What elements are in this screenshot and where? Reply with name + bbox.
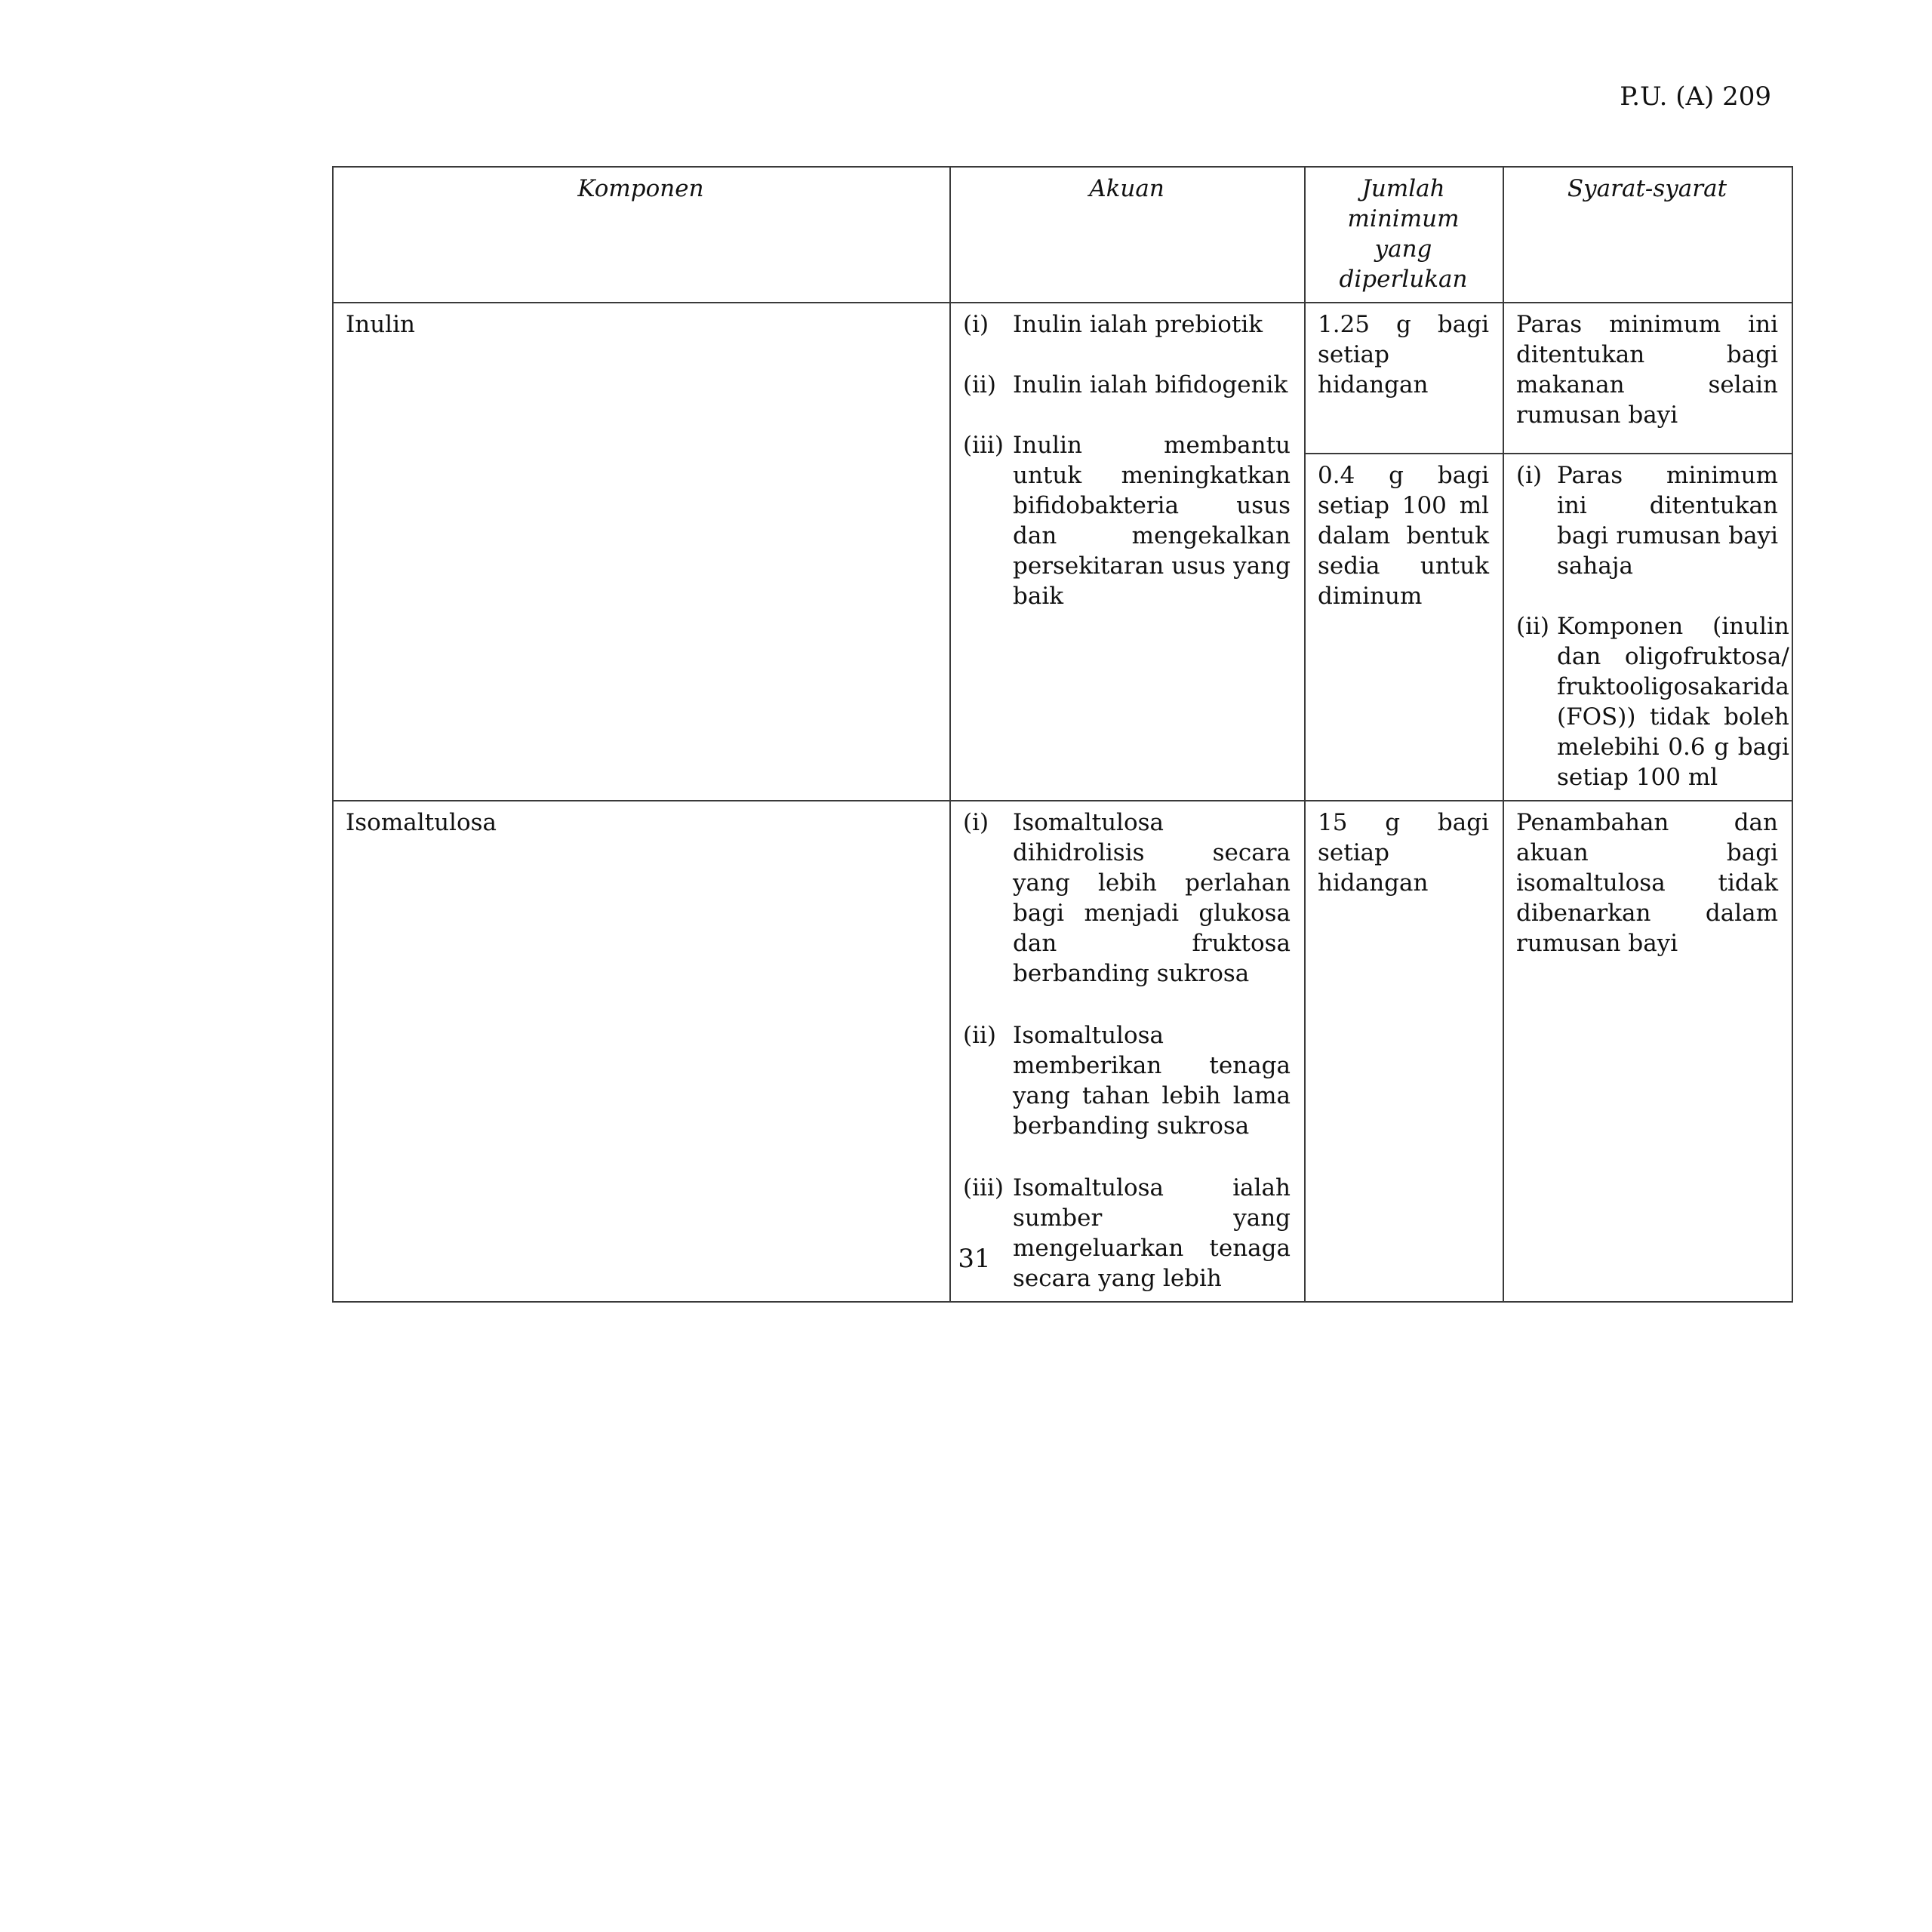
item-number: (ii) [963,1022,997,1049]
item-number: (iii) [963,1174,1004,1201]
komponen-label: Inulin [346,311,415,338]
requirements-table [332,166,1793,1303]
cell-komponen-isomaltulosa [333,801,950,1302]
column-header-syarat: Syarat-syarat [1503,167,1792,303]
item-text: Isomaltulosa ialah sumber yang mengeluarkan tenaga secara yang lebih [1013,1174,1291,1292]
column-header-akuan: Akuan [950,167,1305,303]
column-header-jumlah: Jumlah minimum yang diperlukan [1305,167,1503,303]
column-header-komponen: Komponen [333,167,950,303]
komponen-label: Isomaltulosa [346,809,497,836]
list-item [963,808,1291,989]
item-number: (i) [963,809,989,836]
item-text: Paras minimum ini ditentukan bagi rumusan bayi sahaja [1557,462,1778,580]
page-number: 31 [958,1244,991,1274]
syarat-text: Paras minimum ini ditentukan bagi makanan selain rumusan bayi [1516,311,1778,429]
document-reference: P.U. (A) 209 [1620,82,1771,112]
item-text: Komponen (inulin dan oligofruktosa/ fruktooligosakarida (FOS)) tidak boleh melebihi 0.6 g bagi setiap 100 ml [1557,613,1789,791]
list-item [963,430,1291,611]
list-item [963,1020,1291,1141]
cell-jumlah-isomaltulosa [1305,801,1503,1302]
cell-syarat-inulin-serving [1503,303,1792,454]
jumlah-text: 0.4 g bagi setiap 100 ml dalam bentuk sedia untuk diminum [1318,462,1489,610]
list-item [1516,460,1778,581]
item-text: Isomaltulosa dihidrolisis secara yang lebih perlahan bagi menjadi glukosa dan fruktosa berbanding sukrosa [1013,809,1291,987]
cell-syarat-isomaltulosa [1503,801,1792,1302]
item-number: (ii) [963,371,997,398]
syarat-text: Penambahan dan akuan bagi isomaltulosa tidak dibenarkan dalam rumusan bayi [1516,809,1778,957]
cell-jumlah-inulin-formula [1305,454,1503,801]
item-text: Inulin membantu untuk meningkatkan bifidobakteria usus dan mengekalkan persekitaran usus yang baik [1013,432,1291,610]
list-item [963,370,1291,400]
item-number: (ii) [1516,613,1550,640]
item-text: Inulin ialah prebiotik [1013,311,1263,338]
item-text: Isomaltulosa memberikan tenaga yang tahan lebih lama berbanding sukrosa [1013,1022,1291,1140]
jumlah-text: 1.25 g bagi setiap hidangan [1318,311,1489,398]
item-number: (i) [1516,462,1543,489]
table-row [333,303,1792,454]
item-number: (iii) [963,432,1004,459]
item-number: (i) [963,311,989,338]
item-text: Inulin ialah bifidogenik [1013,371,1288,398]
cell-syarat-inulin-formula [1503,454,1792,801]
cell-komponen-inulin [333,303,950,801]
list-item [963,309,1291,340]
cell-akuan-inulin [950,303,1305,801]
cell-akuan-isomaltulosa [950,801,1305,1302]
table-header-row [333,167,1792,303]
cell-jumlah-inulin-serving [1305,303,1503,454]
list-item [1516,611,1789,792]
table-row [333,801,1792,1302]
list-item [963,1173,1291,1294]
jumlah-text: 15 g bagi setiap hidangan [1318,809,1489,897]
